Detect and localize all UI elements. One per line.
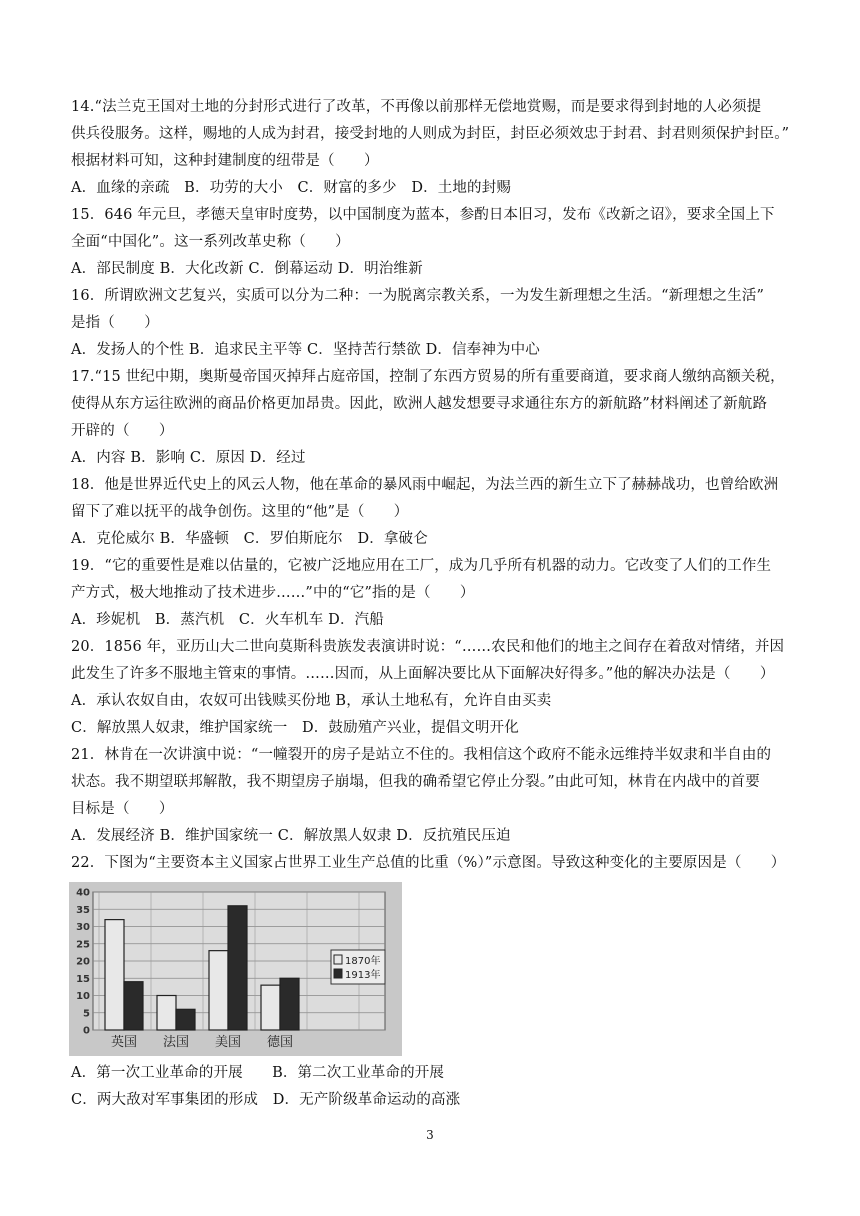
text-line: 产方式，极大地推动了技术进步……”中的“它”指的是（ ） [71,585,475,601]
legend-swatch [334,955,342,964]
y-tick-label: 25 [76,939,90,951]
text-line: 20．1856 年，亚历山大二世向莫斯科贵族发表演讲时说：“……农民和他们的地主之间存在着敌对情绪，并因 [71,639,785,655]
industrial-share-chart [69,882,402,1056]
text-line: A．血缘的亲疏 B．功劳的大小 C．财富的多少 D．土地的封赐 [71,180,511,196]
page-number: 3 [426,1128,434,1142]
text-line: 18．他是世界近代史上的风云人物，他在革命的暴风雨中崛起，为法兰西的新生立下了赫赫战功，也曾给欧洲 [71,477,779,493]
text-line: A．承认农奴自由，农奴可出钱赎买份地 B，承认土地私有，允许自由买卖 [71,693,552,709]
bar-英国-1913年 [124,982,143,1030]
text-line: 目标是（ ） [71,801,174,817]
text-line: 15．646 年元旦，孝德天皇审时度势，以中国制度为蓝本，参酌日本旧习，发布《改新之诏》，要求全国上下 [71,207,775,223]
x-tick-label: 英国 [110,1035,138,1050]
bar-德国-1870年 [261,985,280,1030]
text-line: A．克伦威尔 B．华盛顿 C．罗伯斯庇尔 D．拿破仑 [71,531,428,547]
text-line: A．珍妮机 B．蒸汽机 C．火车机车 D．汽船 [71,612,384,628]
legend-label: 1913年 [345,970,381,981]
text-line: 此发生了许多不服地主管束的事情。……因而，从上面解决要比从下面解决好得多。”他的解决办法是（ ） [71,666,775,682]
bar-英国-1870年 [105,920,124,1030]
text-line: 21．林肯在一次讲演中说：“一幢裂开的房子是站立不住的。我相信这个政府不能永远维持半奴隶和半自由的 [71,747,772,763]
y-tick-label: 5 [83,1008,90,1020]
text-line: 留下了难以抚平的战争创伤。这里的“他”是（ ） [71,504,409,520]
text-line: A．部民制度 B．大化改新 C．倒幕运动 D．明治维新 [71,261,423,277]
bar-chart-svg [69,882,402,1056]
x-tick-label: 美国 [214,1035,242,1050]
text-line: 14.“法兰克王国对土地的分封形式进行了改革，不再像以前那样无偿地赏赐，而是要求得到封地的人必须提 [71,99,762,115]
option-line: C．两大敌对军事集团的形成 D．无产阶级革命运动的高涨 [71,1092,461,1108]
legend-swatch [334,969,342,978]
legend-label: 1870年 [345,956,381,967]
text-line: 全面“中国化”。这一系列改革史称（ ） [71,234,350,250]
bar-德国-1913年 [280,978,299,1030]
text-line: 19．“它的重要性是难以估量的，它被广泛地应用在工厂，成为几乎所有机器的动力。它改变了人们的工作生 [71,558,772,574]
text-line: A．内容 B．影响 C．原因 D．经过 [71,450,306,466]
text-line: 是指（ ） [71,315,159,331]
y-tick-label: 35 [76,904,90,916]
text-line: C．解放黑人奴隶，维护国家统一 D．鼓励殖产兴业，提倡文明开化 [71,720,519,736]
text-line: 根据材料可知，这种封建制度的纽带是（ ） [71,153,379,169]
y-tick-label: 15 [76,973,90,985]
text-line: 22．下图为“主要资本主义国家占世界工业生产总值的比重（%）”示意图。导致这种变化的主要原因是（ ） [71,855,786,871]
y-tick-label: 10 [76,991,90,1002]
text-line: 状态。我不期望联邦解散，我不期望房子崩塌，但我的确希望它停止分裂。”由此可知，林肯在内战中的首要 [71,774,760,790]
y-tick-label: 0 [83,1025,90,1037]
bar-法国-1870年 [157,996,176,1031]
text-line: 17.“15 世纪中期，奥斯曼帝国灭掉拜占庭帝国，控制了东西方贸易的所有重要商道，要求商人缴纳高额关税， [71,369,785,385]
x-tick-label: 法国 [162,1035,190,1050]
y-tick-label: 20 [76,956,90,968]
text-line: 16．所谓欧洲文艺复兴，实质可以分为二种：一为脱离宗教关系，一为发生新理想之生活。“新理想之生活” [71,288,765,304]
option-line: A．第一次工业革命的开展 B．第二次工业革命的开展 [71,1065,445,1081]
text-line: 开辟的（ ） [71,423,174,439]
text-line: A．发展经济 B．维护国家统一 C．解放黑人奴隶 D．反抗殖民压迫 [71,828,511,844]
bar-美国-1870年 [209,951,228,1030]
text-line: 供兵役服务。这样，赐地的人成为封君，接受封地的人则成为封臣，封臣必须效忠于封君、封君则须保护封臣。” [71,126,790,142]
y-tick-label: 40 [76,887,90,899]
y-tick-label: 30 [76,922,90,933]
bar-美国-1913年 [228,906,247,1030]
text-line: A．发扬人的个性 B．追求民主平等 C．坚持苦行禁欲 D．信奉神为中心 [71,342,540,358]
bar-法国-1913年 [176,1009,195,1030]
x-tick-label: 德国 [266,1035,294,1050]
text-line: 使得从东方运往欧洲的商品价格更加昂贵。因此，欧洲人越发想要寻求通往东方的新航路”材料阐述了新航路 [71,396,768,412]
